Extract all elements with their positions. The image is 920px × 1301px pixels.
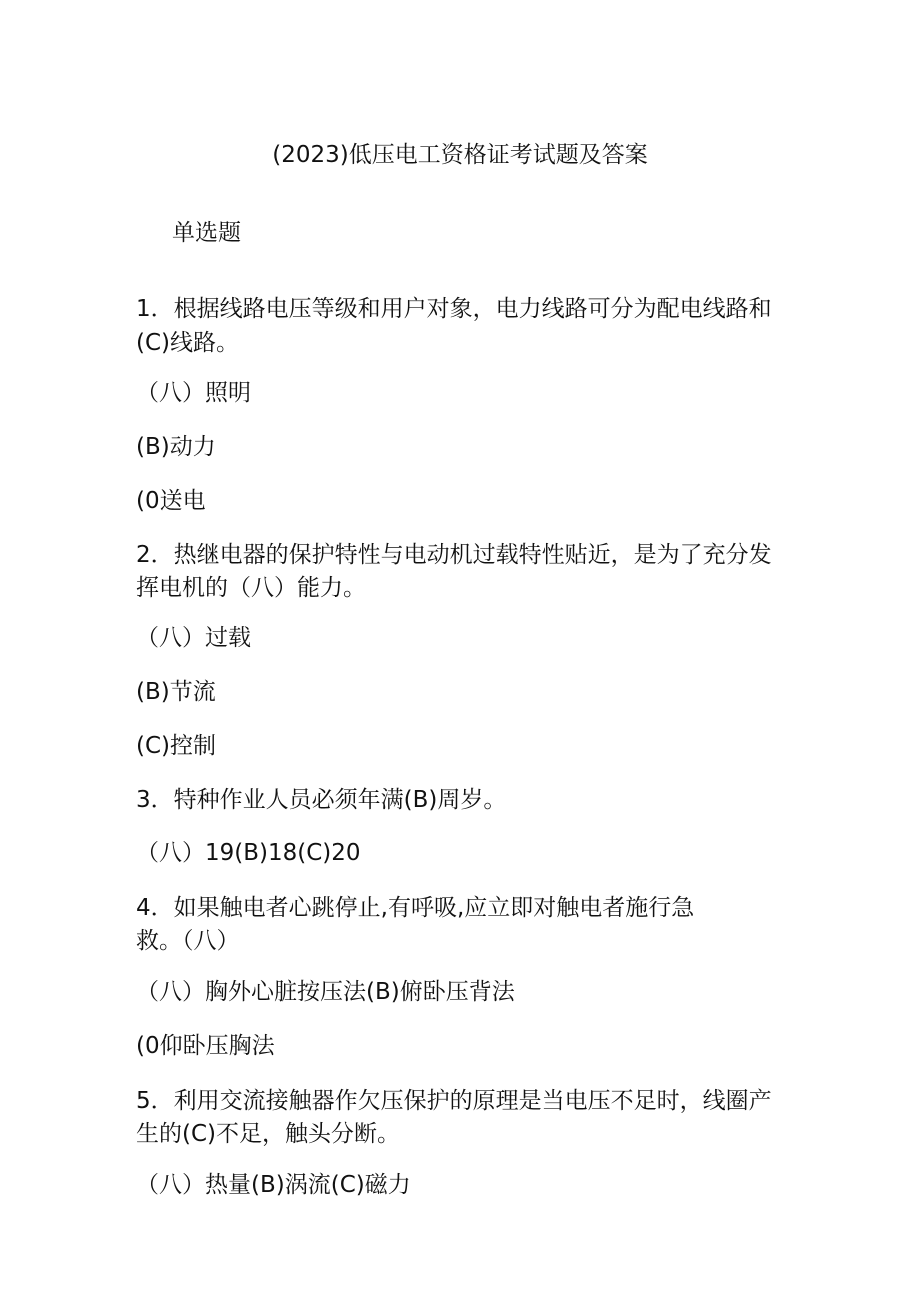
q2-option-c: (C)控制 — [136, 733, 217, 759]
section-heading: 单选题 — [172, 220, 241, 246]
q2-option-b: (B)节流 — [136, 679, 216, 705]
q1-stem-line-2: (C)线路。 — [136, 330, 240, 356]
q1-option-c: (0送电 — [136, 488, 206, 514]
q2-option-a: （八）过载 — [136, 625, 251, 651]
q3-stem: 3．特种作业人员必须年满(B)周岁。 — [136, 787, 507, 813]
q1-option-b: (B)动力 — [136, 434, 216, 460]
q4-stem-line-2: 救。（八） — [136, 928, 240, 954]
q5-options: （八）热量(B)涡流(C)磁力 — [136, 1172, 411, 1198]
q1-option-a: （八）照明 — [136, 380, 251, 406]
q4-options-ab: （八）胸外心脏按压法(B)俯卧压背法 — [136, 979, 515, 1005]
q3-options: （八）19(B)18(C)20 — [136, 840, 361, 866]
q1-stem-line-1: 1．根据线路电压等级和用户对象，电力线路可分为配电线路和 — [136, 296, 772, 322]
q5-stem-line-2: 生的(C)不足，触头分断。 — [136, 1121, 401, 1147]
q2-stem-line-1: 2．热继电器的保护特性与电动机过载特性贴近，是为了充分发 — [136, 542, 772, 568]
q4-stem-line-1: 4．如果触电者心跳停止,有呼吸,应立即对触电者施行急 — [136, 895, 695, 921]
q4-option-c: (0仰卧压胸法 — [136, 1033, 275, 1059]
q2-stem-line-2: 挥电机的（八）能力。 — [136, 575, 366, 601]
q5-stem-line-1: 5．利用交流接触器作欠压保护的原理是当电压不足时，线圈产 — [136, 1088, 772, 1114]
document-title: (2023)低压电工资格证考试题及答案 — [272, 142, 648, 168]
